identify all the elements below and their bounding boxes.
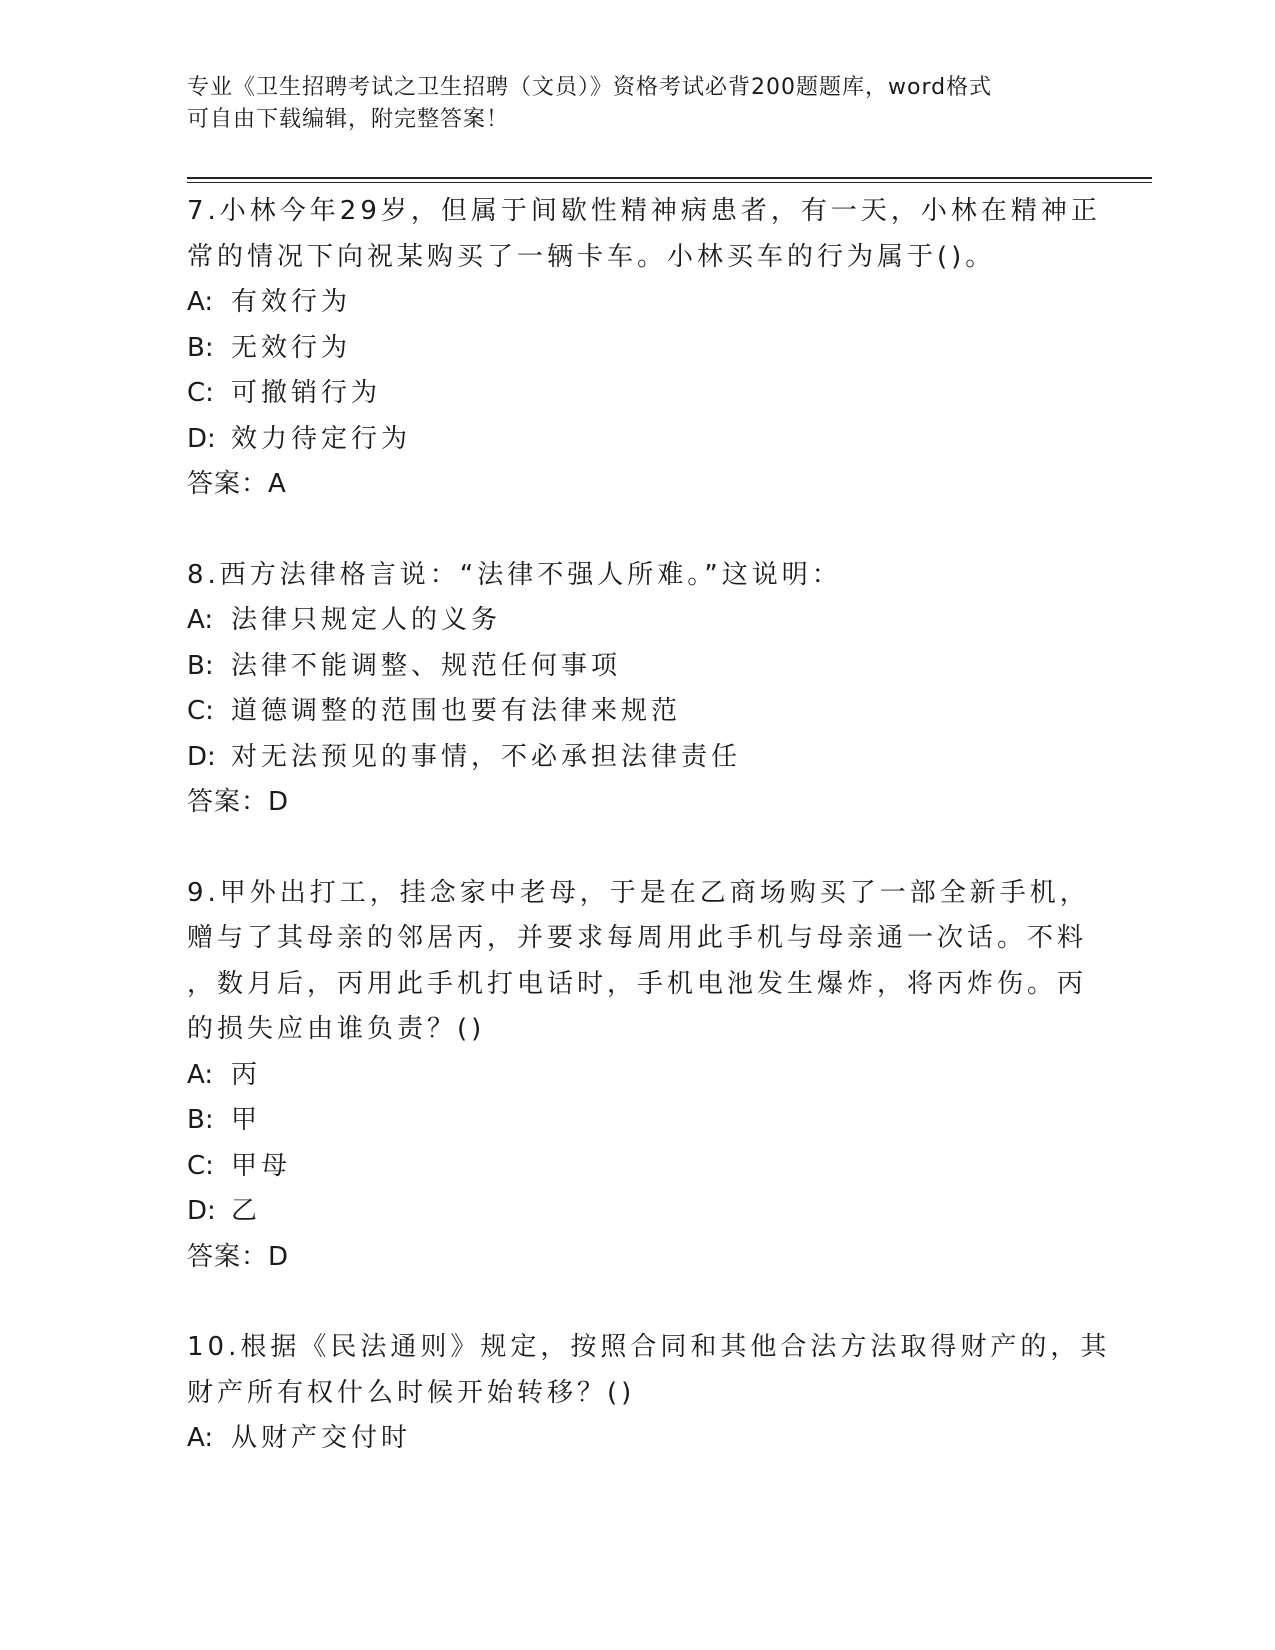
option-key: C: [187,696,214,726]
option-key: A: [187,605,214,635]
question-text-line: 的损失应由谁负责？() [187,1014,486,1044]
document-header [187,72,1067,136]
header-title-line-2: 可自由下载编辑，附完整答案！ [187,107,510,132]
option-text: 从财产交付时 [231,1423,412,1453]
option-d [187,417,1087,463]
option-key: C: [187,378,214,408]
option-d [187,735,1087,781]
option-key: A: [187,1059,214,1090]
option-key: D: [187,741,216,772]
option-text: 丙 [231,1059,262,1090]
option-c [187,371,1087,417]
question-text-line: 常的情况下向祝某购买了一辆卡车。小林买车的行为属于()。 [187,241,996,272]
option-key: D: [187,1196,216,1226]
option-key: B: [187,650,214,681]
option-d [187,1189,1087,1235]
question-text-line: 赠与了其母亲的邻居丙，并要求每周用此手机与母亲通一次话。不料 [187,923,1088,953]
question-text-line: 10.根据《民法通则》规定，按照合同和其他合法方法取得财产的，其 [187,1332,1111,1362]
question-9 [187,871,1090,1281]
question-10 [187,1325,1111,1462]
header-title-line-1: 专业《卫生招聘考试之卫生招聘（文员）》资格考试必背200题题库，word格式 [187,75,993,100]
answer-line: 答案：D [187,787,290,817]
option-key: A: [187,1423,214,1453]
option-text: 道德调整的范围也要有法律来规范 [231,696,682,726]
question-text-line: 7.小林今年29岁，但属于间歇性精神病患者，有一天，小林在精神正 [187,196,1101,226]
option-a [187,1416,1087,1462]
question-7 [187,189,1101,508]
option-key: B: [187,332,214,363]
option-text: 乙 [231,1196,262,1226]
header-divider-thick [187,177,1152,179]
option-key: C: [187,1150,214,1181]
option-key: B: [187,1105,214,1135]
option-text: 法律只规定人的义务 [231,605,502,635]
option-text: 有效行为 [231,287,352,317]
question-text-line: 财产所有权什么时候开始转移？() [187,1377,636,1408]
option-text: 甲 [231,1105,262,1135]
question-text-line: 8.西方法律格言说：“法律不强人所难。”这说明： [187,559,842,590]
question-list [187,189,1111,1507]
question-8 [187,553,1087,826]
answer-line: 答案：D [187,1241,290,1272]
option-text: 可撤销行为 [231,378,382,408]
option-key: D: [187,423,216,454]
option-key: A: [187,287,214,317]
question-text-line: ，数月后，丙用此手机打电话时，手机电池发生爆炸，将丙炸伤。丙 [187,968,1088,999]
option-b [187,1098,1087,1144]
header-divider-thin [187,182,1152,183]
answer-line: 答案：A [187,469,287,499]
option-b [187,326,1087,372]
option-b [187,644,1087,690]
option-text: 法律不能调整、规范任何事项 [231,650,622,681]
option-a [187,1053,1087,1099]
option-c [187,1144,1087,1190]
option-a [187,280,1087,326]
option-text: 效力待定行为 [231,423,412,454]
option-text: 对无法预见的事情，不必承担法律责任 [231,741,742,772]
option-text: 无效行为 [231,332,352,363]
question-text-line: 9.甲外出打工，挂念家中老母，于是在乙商场购买了一部全新手机， [187,877,1090,908]
option-c [187,689,1087,735]
option-a [187,598,1087,644]
option-text: 甲母 [231,1150,292,1181]
